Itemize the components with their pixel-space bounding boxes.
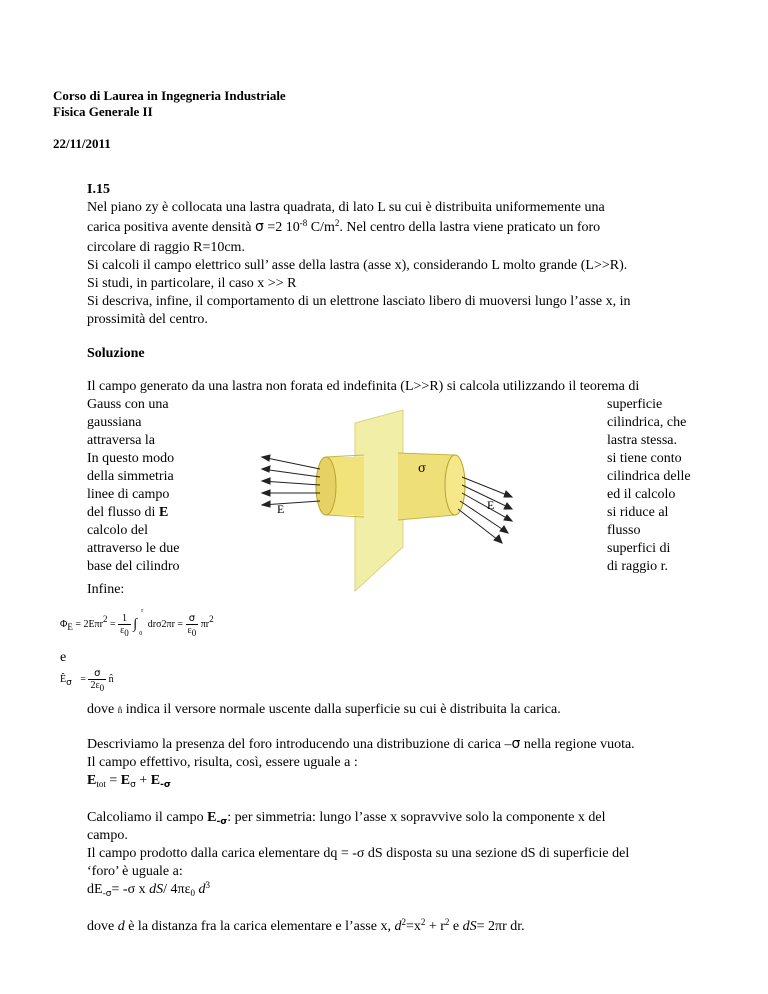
- p3-a: Calcoliamo il campo: [87, 810, 208, 825]
- calc-paragraph-line-4: ‘foro’ è uguale a:: [87, 864, 183, 879]
- eq1-tail: πr: [200, 618, 210, 630]
- right-field-arrows: [458, 477, 512, 543]
- flux-equation: $\Phi_E = 2E\pi r^2$ = $\frac{1}{\varepsilon_0}$ ∫ r 0 drσ2πr = $\frac{\sigma}{\varepsilon_0}$ $\pi r^2$: [60, 607, 214, 638]
- left-col-8: calcolo del: [87, 523, 149, 538]
- eq2-eq: =: [80, 673, 86, 685]
- right-col-2: cilindrica, che: [607, 415, 687, 430]
- de-c: / 4πε: [163, 882, 191, 897]
- eq1-frac2-den-sub: 0: [191, 628, 197, 638]
- last-b: è la distanza fra la carica elementare e l’asse x,: [124, 919, 395, 934]
- right-col-8: flusso: [607, 523, 641, 538]
- integral-upper: r: [141, 607, 144, 614]
- right-col-10: di raggio r.: [607, 559, 669, 574]
- etot-eq: =: [105, 773, 121, 788]
- density-exp: -8: [299, 218, 308, 228]
- last-g: = 2πr dr.: [476, 919, 525, 934]
- de-d: d: [194, 882, 206, 897]
- problem-line-5: Si studi, in particolare, il caso x >> R: [87, 276, 297, 291]
- course-title: Corso di Laurea in Ingegneria Industriale: [53, 88, 286, 103]
- eq2-lhs: Ê: [60, 673, 67, 685]
- eq1-frac1-num: 1: [118, 613, 131, 625]
- field-equation: [60, 668, 114, 691]
- conjunction-e: e: [60, 650, 67, 665]
- left-col-3: attraversa la: [87, 433, 156, 448]
- density-prefix: carica positiva avente densità: [87, 220, 255, 235]
- right-col-7: si riduce al: [607, 505, 669, 520]
- last-d2: d: [394, 919, 402, 934]
- left-col-1: Gauss con una: [87, 397, 169, 412]
- eq2-lhs-sub: σ: [66, 677, 72, 688]
- eq2-tail: n̂: [108, 673, 114, 685]
- p3-E: E: [207, 810, 217, 825]
- etot-E: E: [87, 773, 97, 788]
- p2-a: Descriviamo la presenza del foro introducendo una distribuzione di carica –: [87, 737, 512, 752]
- hole-paragraph-line-2: Il campo effettivo, risulta, così, essere uguale a :: [87, 755, 358, 770]
- eq1-integrand: drσ2πr =: [147, 618, 184, 630]
- figure-e-left-label: E: [277, 502, 285, 516]
- de-d-sup: 3: [205, 880, 210, 890]
- etot-E2: E: [120, 773, 131, 788]
- document-date: 22/11/2011: [53, 136, 111, 151]
- left-col-9: attraverso le due: [87, 541, 180, 556]
- right-col-5: cilindrica delle: [607, 469, 691, 484]
- etot-plus: +: [135, 773, 151, 788]
- eq1-a: = 2Eπr: [72, 618, 103, 630]
- right-col-1: superficie: [607, 397, 663, 412]
- right-col-9: superfici di: [607, 541, 671, 556]
- right-col-3: lastra stessa.: [607, 433, 677, 448]
- solution-heading: Soluzione: [87, 346, 145, 361]
- etot-s3: -σ: [160, 780, 171, 790]
- eq1-frac2: [186, 613, 199, 636]
- left-col-7-text: del flusso di: [87, 505, 159, 520]
- eq2-frac-num: σ: [88, 668, 106, 680]
- dove-rest: indica il versore normale uscente dalla superficie su cui è distribuita la carica.: [122, 702, 561, 717]
- etot-E3: E: [150, 773, 161, 788]
- last-e-sup: 2: [444, 917, 450, 927]
- left-col-4: In questo modo: [87, 451, 175, 466]
- gaussian-cylinder-figure: [250, 405, 540, 600]
- eq2-frac-den-sub: 0: [99, 683, 105, 693]
- de-a: dE: [87, 882, 103, 897]
- eq1-frac1: [118, 613, 131, 636]
- density-eq: =2 10: [263, 220, 300, 235]
- eq1-frac1-den: ε: [120, 625, 125, 636]
- left-col-6: linee di campo: [87, 487, 170, 502]
- de-sub: -σ: [102, 889, 112, 899]
- eq1-frac2-num: σ: [186, 613, 199, 625]
- eq1-a-sup: 2: [102, 613, 108, 624]
- sigma-symbol: σ: [254, 219, 264, 235]
- distance-definition: [87, 917, 525, 936]
- density-unit: C/m: [307, 220, 335, 235]
- eq1-integral: [133, 607, 145, 637]
- p3-sub: -σ: [216, 817, 228, 827]
- dove-prefix: dove: [87, 702, 115, 717]
- last-c: =x: [405, 919, 421, 934]
- last-f: e: [449, 919, 463, 934]
- problem-line-2: [87, 218, 600, 237]
- integral-sign: ∫: [133, 616, 138, 632]
- left-col-2: gaussiana: [87, 415, 142, 430]
- eq1-lhs-sub: E: [67, 621, 73, 632]
- density-unit-exp: 2: [334, 218, 340, 228]
- cylinder-left-base: [316, 457, 336, 515]
- problem-line-4: Si calcoli il campo elettrico sull’ asse della lastra (asse x), considerando L molto grande (L>>R).: [87, 258, 628, 273]
- right-col-6: ed il calcolo: [607, 487, 676, 502]
- problem-line-1: Nel piano zy è collocata una lastra quadrata, di lato L su cui è distribuita uniformemente una: [87, 200, 605, 215]
- solution-intro: Il campo generato da una lastra non forata ed indefinita (L>>R) si calcola utilizzando il teorema di: [87, 379, 640, 394]
- normal-vector-line: [87, 700, 561, 720]
- p3-b: : per simmetria: lungo l’asse x sopravvive solo la componente x del: [227, 810, 606, 825]
- last-d2-sup: 2: [401, 917, 406, 927]
- problem-line-7: prossimità del centro.: [87, 312, 208, 327]
- de-dS: dS: [149, 882, 164, 897]
- p2-sigma: σ: [511, 736, 521, 752]
- p2-b: nella regione vuota.: [520, 737, 635, 752]
- etot-tot: tot: [96, 779, 106, 789]
- element-field-equation: [87, 880, 210, 899]
- de-b: = -σ x: [111, 882, 150, 897]
- density-suffix: . Nel centro della lastra viene praticato un foro: [339, 220, 601, 235]
- de-c-sub: 0: [190, 888, 195, 898]
- eq1-tail-sup: 2: [209, 613, 214, 624]
- normal-vector-symbol: n̂: [117, 705, 123, 715]
- calc-paragraph-line-2: campo.: [87, 828, 128, 843]
- problem-line-3: circolare di raggio R=10cm.: [87, 240, 245, 255]
- integral-lower: 0: [139, 630, 143, 637]
- etot-s2: σ: [130, 780, 136, 790]
- hole-paragraph-line-1: [87, 735, 635, 754]
- last-dS: dS: [462, 919, 477, 934]
- calc-paragraph-line-3: Il campo prodotto dalla carica elementare dq = -σ dS disposta su una sezione dS di superficie del: [87, 846, 630, 861]
- eq1-frac1-den-sub: 0: [124, 628, 129, 638]
- eq1-frac2-den: ε: [187, 625, 192, 636]
- infine-label: Infine:: [87, 582, 125, 597]
- last-d: d: [117, 919, 125, 934]
- right-col-4: si tiene conto: [607, 451, 682, 466]
- total-field-equation: [87, 771, 171, 790]
- eq1-lhs: Φ: [60, 618, 68, 630]
- figure-e-right-label: E: [487, 498, 495, 512]
- left-col-5: della simmetria: [87, 469, 174, 484]
- figure-sigma-label: σ: [418, 461, 427, 475]
- left-field-arrows: [262, 455, 320, 507]
- last-c-sup: 2: [420, 917, 426, 927]
- calc-paragraph-line-1: [87, 808, 606, 827]
- eq2-frac: [88, 668, 106, 691]
- eq2-frac-den: 2ε: [90, 680, 100, 691]
- left-col-10: base del cilindro: [87, 559, 180, 574]
- left-col-7: [87, 503, 168, 522]
- last-a: dove: [87, 919, 118, 934]
- last-e: + r: [425, 919, 445, 934]
- field-symbol-E: E: [158, 505, 169, 520]
- subject-title: Fisica Generale II: [53, 104, 153, 119]
- problem-id: I.15: [87, 182, 110, 197]
- problem-line-6: Si descriva, infine, il comportamento di un elettrone lasciato libero di muoversi lungo l’asse x, in: [87, 294, 631, 309]
